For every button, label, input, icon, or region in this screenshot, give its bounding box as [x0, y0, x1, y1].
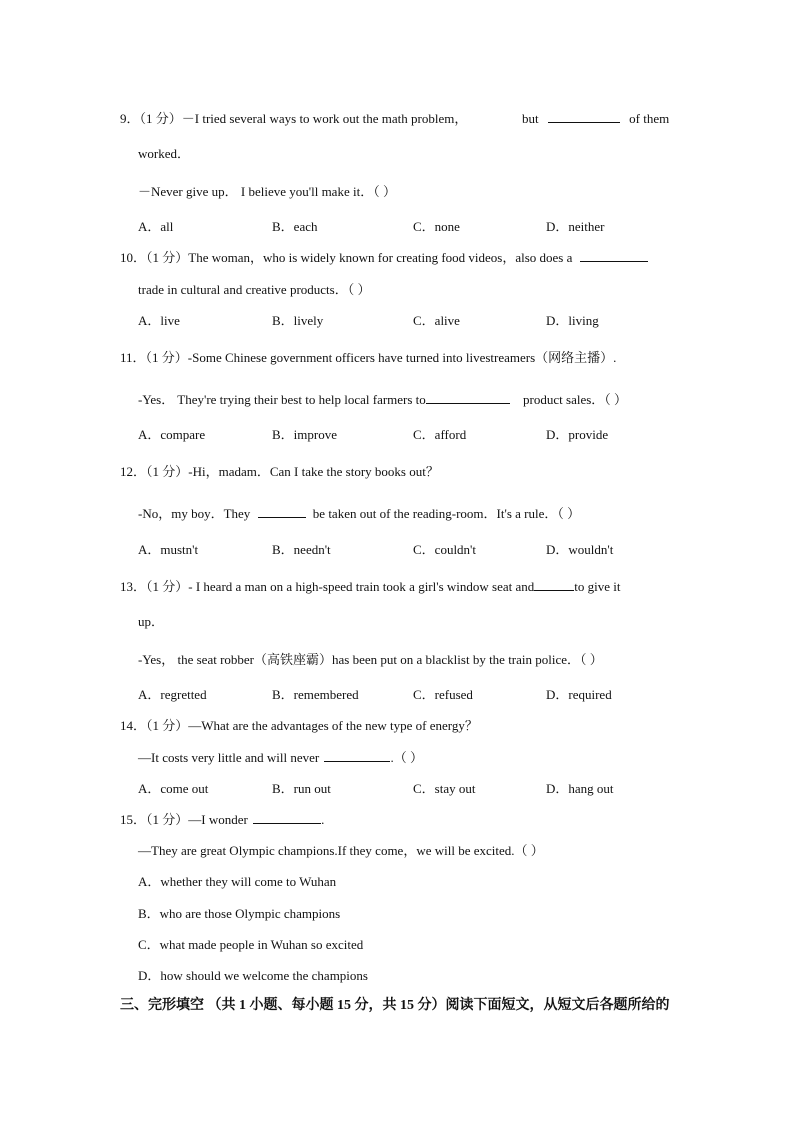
option-b[interactable]: B．who are those Olympic champions: [138, 906, 341, 921]
option-d[interactable]: D．provide: [546, 427, 609, 442]
option-a[interactable]: A．mustn't: [138, 542, 199, 557]
option-b[interactable]: B．remembered: [272, 687, 359, 702]
question-text: —It costs very little and will never: [138, 750, 320, 765]
question-13-line-2: up．: [138, 614, 165, 629]
question-text: -No，my boy．They: [138, 506, 251, 521]
question-13-line-1: [120, 578, 621, 596]
option-c[interactable]: C．refused: [413, 687, 473, 702]
option-a[interactable]: A．all: [138, 219, 174, 234]
question-text: 10．（1 分）The woman，who is widely known for creating food videos，also does a: [120, 250, 573, 265]
question-15-line-1: [120, 811, 324, 829]
question-15-line-2: —They are great Olympic champions.If they come，we will be excited.（ ）: [138, 843, 544, 858]
question-text: －I tried several ways to work out the math problem，: [181, 111, 468, 126]
option-b[interactable]: B．each: [272, 219, 318, 234]
option-c[interactable]: C．none: [413, 219, 460, 234]
question-14-line-1: 14．（1 分）—What are the advantages of the new type of energy？: [120, 718, 478, 733]
option-a[interactable]: A．regretted: [138, 687, 207, 702]
question-12-line-1: 12．（1 分）-Hi，madam．Can I take the story books out？: [120, 464, 439, 479]
option-d[interactable]: D．required: [546, 687, 612, 702]
option-a[interactable]: A．compare: [138, 427, 206, 442]
question-13-line-3: -Yes， the seat robber（高铁座霸）has been put on a blacklist by the train police．（ ）: [138, 652, 603, 667]
option-c[interactable]: C．what made people in Wuhan so excited: [138, 937, 364, 952]
question-text: be taken out of the reading-room．It's a rule．（ ）: [312, 506, 581, 521]
question-9-line-2: worked．: [138, 146, 190, 161]
section-heading: 三、完形填空 （共 1 小题、每小题 15 分，共 15 分）阅读下面短文，从短文后各题所给的: [120, 998, 670, 1013]
option-b[interactable]: B．improve: [272, 427, 337, 442]
option-b[interactable]: B．run out: [272, 781, 331, 796]
question-text: to give it: [574, 579, 621, 594]
option-c[interactable]: C．afford: [413, 427, 467, 442]
option-a[interactable]: A．come out: [138, 781, 209, 796]
question-10-line-1: [120, 249, 648, 267]
question-text: 15．（1 分）—I wonder: [120, 812, 248, 827]
option-b[interactable]: B．needn't: [272, 542, 331, 557]
question-11-line-1: 11．（1 分）-Some Chinese government officers have turned into livestreamers（网络主播）.: [120, 350, 617, 365]
question-12-line-2: [138, 505, 580, 523]
answer-blank: [253, 811, 321, 824]
answer-blank: [548, 110, 620, 123]
option-c[interactable]: C．stay out: [413, 781, 476, 796]
question-text: but: [522, 111, 539, 126]
option-d[interactable]: D．how should we welcome the champions: [138, 968, 368, 983]
option-b[interactable]: B．lively: [272, 313, 324, 328]
option-d[interactable]: D．wouldn't: [546, 542, 614, 557]
question-9-line-1: [120, 110, 467, 128]
question-text: 13．（1 分）- I heard a man on a high-speed train took a girl's window seat and: [120, 579, 535, 594]
answer-blank: [426, 391, 510, 404]
question-number: 9．（1 分）: [120, 111, 182, 126]
answer-blank: [580, 249, 648, 262]
answer-blank: [534, 578, 574, 591]
question-14-line-2: [138, 749, 423, 767]
option-d[interactable]: D．hang out: [546, 781, 614, 796]
option-a[interactable]: A．live: [138, 313, 180, 328]
option-c[interactable]: C．couldn't: [413, 542, 477, 557]
question-9-line-3: －Never give up． I believe you'll make it．（ ）: [138, 184, 396, 199]
answer-blank: [258, 505, 306, 518]
option-a[interactable]: A．whether they will come to Wuhan: [138, 874, 337, 889]
question-9-line-1-tail: [522, 110, 669, 128]
question-text: .（ ）: [390, 750, 423, 765]
question-10-line-2: trade in cultural and creative products．（ ）: [138, 282, 371, 297]
question-11-line-2: [138, 391, 627, 409]
question-text: .: [321, 812, 325, 827]
answer-blank: [324, 749, 390, 762]
question-text: of them: [629, 111, 670, 126]
option-d[interactable]: D．living: [546, 313, 599, 328]
question-text: -Yes． They're trying their best to help local farmers to: [138, 392, 426, 407]
option-c[interactable]: C．alive: [413, 313, 460, 328]
option-d[interactable]: D．neither: [546, 219, 605, 234]
question-text: product sales．（ ）: [523, 392, 628, 407]
